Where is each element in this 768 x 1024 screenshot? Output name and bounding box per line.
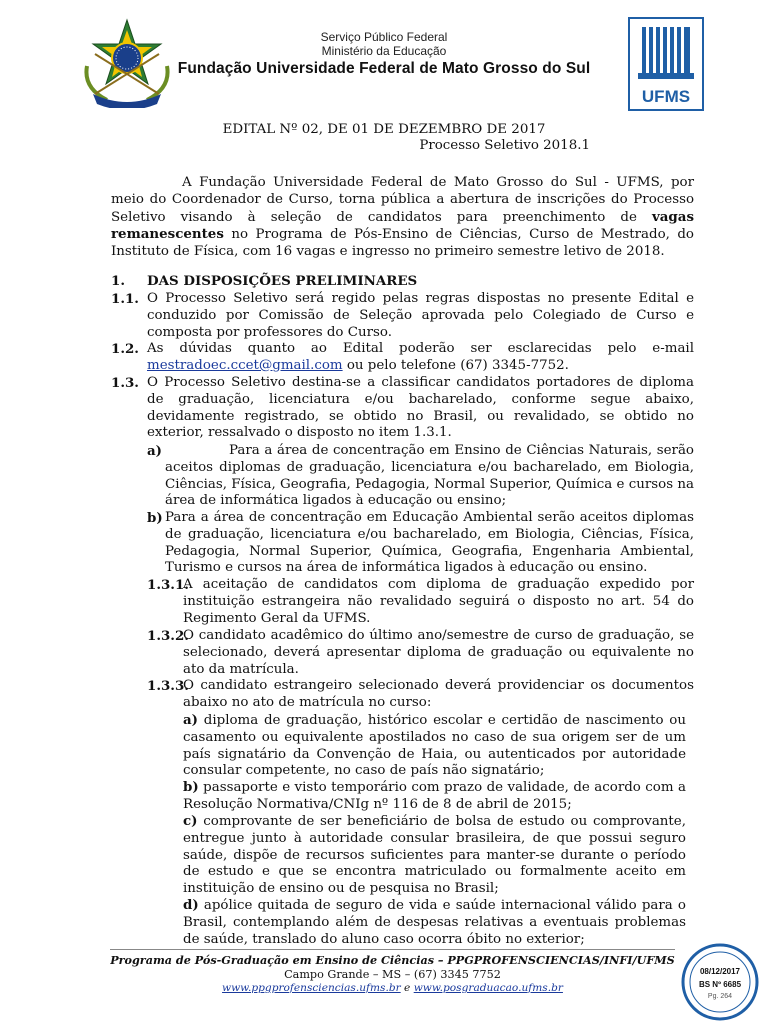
item-1-1-text: O Processo Seletivo será regido pelas regras dispostas no presente Edital e conduzido por Comissão de Seleção aprovada pelo Colegiado de Curso e composta por professores do Curso. [147, 291, 694, 340]
item-number: 1.3.3. [147, 678, 189, 694]
item-letter: b) [147, 510, 163, 526]
program-website-link[interactable]: www.ppgprofensciencias.ufms.br [222, 982, 401, 994]
header-ministry: Ministério da Educação [321, 44, 447, 58]
item-b-text: Para a área de concentração em Educação Ambiental serão aceitos diplomas de graduação, licenciatura e/ou bacharelado, em Biologia, Ciências, Física, Pedagogia, Normal Superior, Química, Geografia, Engenharia Ambiental, Turismo e cursos na área de informática ligados à educação ou ensino. [165, 510, 694, 576]
contact-email-link[interactable]: mestradoec.ccet@gmail.com [147, 357, 343, 373]
footer-address: Campo Grande – MS – (67) 3345 7752 [284, 968, 501, 981]
item-1-3-2-text: O candidato acadêmico do último ano/semestre de curso de graduação, se selecionado, deverá apresentar diploma de graduação ou equivalente no ato da matrícula. [183, 628, 694, 677]
header-service: Serviço Público Federal [320, 30, 448, 44]
sub-item-a: a) diploma de graduação, histórico escolar e certidão de nascimento ou casamento ou equivalente apostilados no caso de sua origem ser de um país signatário da Convenção de Haia, ou autenticados por autoridade consular competente, no caso de país não signatário; [183, 712, 686, 779]
edital-subtitle: Processo Seletivo 2018.1 [419, 138, 590, 153]
item-number: 1.1. [111, 291, 139, 307]
sub-item-b: b) passaporte e visto temporário com prazo de validade, de acordo com a Resolução Normativa/CNIg nº 116 de 8 de abril de 2015; [183, 779, 686, 812]
logo-text: UFMS [641, 87, 691, 106]
item-1-3-text: O Processo Seletivo destina-se a classificar candidatos portadores de diploma de graduação, licenciatura e/ou bacharelado, conforme segue abaixo, devidamente registrado, se obtido no Brasil, ou revalidado, se obtido no exterior, ressalvado o disposto no item 1.3.1. [147, 375, 694, 441]
item-letter: a) [147, 443, 163, 459]
stamp-page: Pg. 264 [707, 993, 733, 1000]
stamp-date: 08/12/2017 [699, 967, 741, 976]
item-number: 1.3. [111, 375, 139, 391]
footer-links: www.ppgprofensciencias.ufms.br e www.posgraduacao.ufms.br [222, 982, 563, 994]
footer-divider [110, 949, 675, 950]
header-university: Fundação Universidade Federal de Mato Grosso do Sul [177, 60, 591, 77]
ufms-logo [628, 17, 704, 111]
item-1-3-1-text: A aceitação de candidatos com diploma de graduação expedido por instituição estrangeira não revalidado seguirá o disposto no art. 54 do Regimento Geral da UFMS. [183, 577, 694, 626]
item-a-text: Para a área de concentração em Ensino de Ciências Naturais, serão aceitos diplomas de graduação, licenciatura e/ou bacharelado, em Biologia, Ciências, Física, Geografia, Pedagogia, Normal Superior, Química e cursos na área de informática ligados à educação ou ensino; [165, 443, 694, 509]
item-1-3-3-text: O candidato estrangeiro selecionado deverá providenciar os documentos abaixo no ato de matrícula no curso: [183, 678, 694, 710]
intro-paragraph: A Fundação Universidade Federal de Mato Grosso do Sul - UFMS, por meio do Coordenador de Curso, torna pública a abertura de inscrições do Processo Seletivo visando à seleção de candidatos para preenchimento de vagas remanescentes no Programa de Pós-Ensino de Ciências, Curso de Mestrado, do Instituto de Física, com 16 vagas e ingresso no primeiro semestre letivo de 2018. [111, 175, 694, 260]
edital-title: EDITAL Nº 02, DE 01 DE DEZEMBRO DE 2017 [222, 122, 546, 137]
sub-item-c: c) comprovante de ser beneficiário de bolsa de estudo ou comprovante, entregue junto à autoridade consular brasileira, de que possui seguro saúde, dispõe de recursos suficientes para manter-se durante o período de estudo e que se encontra matriculado ou formalmente aceito em instituição de ensino ou de pesquisa no Brasil; [183, 813, 686, 897]
sub-item-d: d) apólice quitada de seguro de vida e saúde internacional válido para o Brasil, contemplando além de despesas relativas a eventuais problemas de saúde, translado do aluno caso ocorra óbito no exterior; [183, 897, 686, 947]
intro-bold-text: vagas remanescentes [111, 208, 694, 243]
item-number: 1.2. [111, 341, 139, 357]
footer-program: Programa de Pós-Graduação em Ensino de Ciências – PPGPROFENSCIENCIAS/INFI/UFMS [110, 953, 675, 967]
bulletin-stamp [680, 942, 760, 1022]
stamp-bs: BS Nº 6685 [698, 980, 742, 989]
postgrad-website-link[interactable]: www.posgraduacao.ufms.br [413, 982, 563, 994]
item-1-2-text: As dúvidas quanto ao Edital poderão ser esclarecidas pelo e-mail mestradoec.ccet@gmail.com ou pelo telefone (67) 3345-7752. [147, 341, 694, 373]
section-heading: 1. DAS DISPOSIÇÕES PRELIMINARES [111, 273, 418, 289]
item-number: 1.3.1. [147, 577, 189, 593]
item-number: 1.3.2. [147, 628, 189, 644]
